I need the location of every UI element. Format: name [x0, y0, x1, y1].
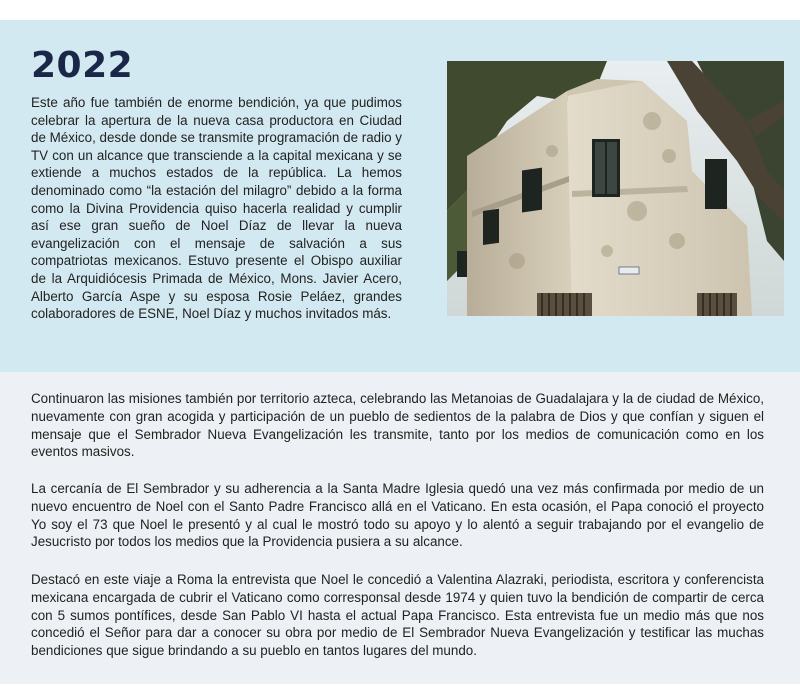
building-photo [447, 61, 784, 316]
intro-paragraph: Este año fue también de enorme bendición, ya que pudimos celebrar la apertura de la nueva casa productora en Ciudad de México, desde donde se transmite programación de radio y TV con un alcance que transciende a la capital mexicana y se extiende a muchos estados de la república. La hemos denominado como “la estación del milagro” debido a la forma como la Divina Providencia quiso hacerla realidad y cumplir así ese gran sueño de Noel Díaz de llevar la nueva evangelización con el mensaje de salvación a sus compatriotas mexicanos. Estuvo presente el Obispo auxiliar de la Arquidiócesis Primada de México, Mons. Javier Acero, Alberto García Aspe y su esposa Rosie Peláez, grandes colaboradores de ESNE, Noel Díaz y muchos invitados más. [31, 95, 402, 322]
footer-strip [0, 684, 800, 697]
body-section [0, 372, 800, 684]
body-paragraph-2: La cercanía de El Sembrador y su adherencia a la Santa Madre Iglesia quedó una vez más confirmada por medio de un nuevo encuentro de Noel con el Santo Padre Francisco allá en el Vaticano. En esta ocasión, el Papa conoció el proyecto Yo soy el 73 que Noel le presentó y al cual le mostró todo su apoyo y lo alentó a seguir trabajando por el evangelio de Jesucristo por todos los medios que la Providencia pusiera a su alcance. [31, 481, 764, 550]
year-heading: 2022 [31, 45, 134, 86]
highlight-section [0, 20, 800, 372]
body-paragraph-3: Destacó en este viaje a Roma la entrevista que Noel le concedió a Valentina Alazraki, periodista, escritora y conferencista mexicana encargada de cubrir el Vaticano como corresponsal desde 1974 y quien tuvo la bendición de compartir de cerca con 5 sumos pontífices, desde San Pablo VI hasta el actual Papa Francisco. Esta entrevista fue un medio más que nos concedió el Señor para dar a conocer su obra por medio de El Sembrador Nueva Evangelización y testificar las muchas bendiciones que sigue brindando a su pueblo en tantos lugares del mundo. [31, 572, 764, 659]
body-paragraph-1: Continuaron las misiones también por territorio azteca, celebrando las Metanoias de Guadalajara y la de ciudad de México, nuevamente con gran acogida y participación de un pueblo de sedientos de la palabra de Dios y que confían y siguen el mensaje que el Sembrador Nueva Evangelización les transmite, tanto por los medios de comunicación como en los eventos masivos. [31, 391, 764, 460]
